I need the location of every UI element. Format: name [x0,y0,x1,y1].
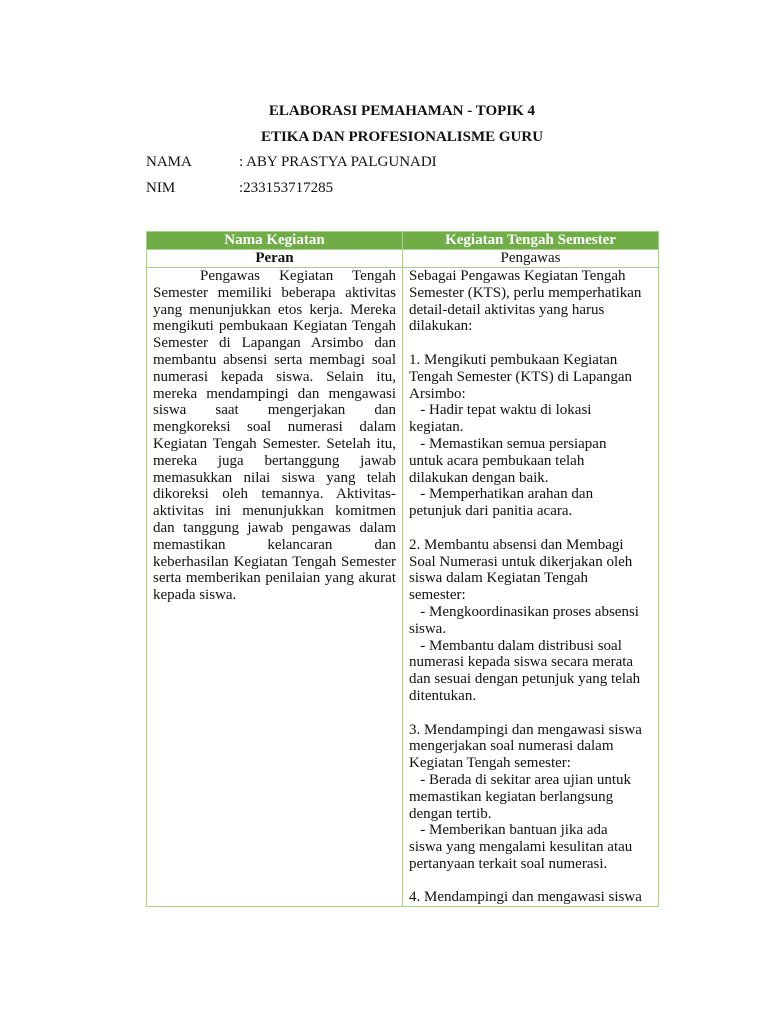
right-paragraph: Sebagai Pengawas Kegiatan Tengah Semester (KTS), perlu memperhatikan detail-detail aktivitas yang harus dilakukan: 1. Mengikuti pembukaan Kegiatan Tengah Semester (KTS) di Lapangan Arsimbo: - Hadir tepat waktu di lokasi kegiatan. - Memastikan semua persiapan untuk acara pembukaan telah dilakukan dengan baik. - Memperhatikan arahan dan petunjuk dari panitia acara. 2. Membantu absensi dan Membagi Soal Numerasi untuk dikerjakan oleh siswa dalam Kegiatan Tengah semester: - Mengkoordinasikan proses absensi siswa. - Membantu dalam distribusi soal numerasi kepada siswa secara merata dan sesuai dengan petunjuk yang telah ditentukan. 3. Mendampingi dan mengawasi siswa mengerjakan soal numerasi dalam Kegiatan Tengah semester: - Berada di sekitar area ujian untuk memastikan kegiatan berlangsung dengan tertib. - Memberikan bantuan jika ada siswa yang mengalami kesulitan atau pertanyaan terkait soal numerasi. 4. Mendampingi dan mengawasi siswa [409,268,642,906]
left-paragraph: Pengawas Kegiatan Tengah Semester memiliki beberapa aktivitas yang menunjukkan etos kerja. Mereka mengikuti pembukaan Kegiatan Tengah Semester di Lapangan Arsimbo dan membantu absensi serta membagi soal numerasi kepada siswa. Selain itu, mereka mendampingi dan mengawasi siswa saat mengerjakan dan mengkoreksi soal numerasi dalam Kegiatan Tengah Semester. Setelah itu, mereka juga bertanggung jawab memasukkan nilai siswa yang telah dikoreksi oleh temannya. Aktivitas-aktivitas ini menunjukkan komitmen dan tanggung jawab pengawas dalam memastikan kelancaran dan keberhasilan Kegiatan Tengah Semester serta memberikan penilaian yang akurat kepada siswa. [153,268,396,604]
nama-row [146,153,437,171]
header-nama-kegiatan: Nama Kegiatan [147,232,403,250]
document-subtitle: ETIKA DAN PROFESIONALISME GURU [260,129,544,145]
left-cell [147,268,403,907]
table-header-row [147,232,659,250]
header-kegiatan-tengah-semester: Kegiatan Tengah Semester [403,232,659,250]
nama-value: : ABY PRASTYA PALGUNADI [239,154,437,170]
activity-table [146,231,659,907]
subheader-pengawas: Pengawas [403,250,659,268]
nim-label: NIM [146,180,176,196]
subheader-peran: Peran [147,250,403,268]
nim-value: :233153717285 [239,180,334,196]
nim-row [146,179,333,197]
document-title: ELABORASI PEMAHAMAN - TOPIK 4 [268,103,536,119]
nama-label: NAMA [146,154,192,170]
table-body-row [147,268,659,907]
right-cell [403,268,659,907]
table-subheader-row [147,250,659,268]
